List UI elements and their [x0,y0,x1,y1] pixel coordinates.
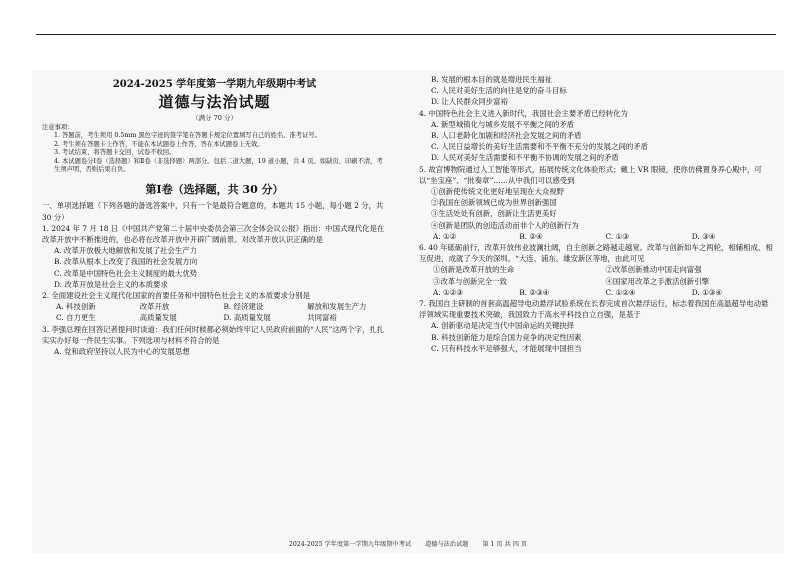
note-item: 3. 考试结束，将答题卡交回，试卷不收回。 [54,149,176,157]
statement: ④国家用改革之手激活创新引擎 [605,276,709,286]
question-4-stem: 4. 中国特色社会主义进入新时代，我国社会主要矛盾已经转化为 [419,108,628,118]
statement: ③改革与创新完全一致 [433,276,507,286]
section-title: 第Ⅰ卷（选择题，共 30 分） [145,183,284,197]
question-5-choices [419,231,774,242]
footer-title: 2024-2025 学年度第一学期九年级期中考试 [288,541,412,548]
page-footer [32,540,784,549]
subject-title: 道德与法治试题 [158,93,271,111]
statement: ④创新是团队的创造活动而非个人的创新行为 [431,220,579,230]
choice: A. ①② [433,231,457,241]
note-item: 1. 答题前，考生须用 0.5mm 黑色字迹的签字笔在答题卡规定位置填写自己的姓名、准考证号。 [54,132,321,140]
option-cell: A. 科技创新 [56,302,96,312]
option-cell: 解放和发展生产力 [307,302,367,312]
question-7-stem: 7. 我国自主研制的首套高温超导电动悬浮试验系统在长春完成首次悬浮运行，标志着我国在高温超导电动悬浮领域实现重要技术突破，我国致力于高水平科技自立自强，是基于 [419,299,769,320]
option: B. 科技创新能力是综合国力竞争的决定性因素 [431,332,582,342]
option: D. 人民对美好生活需要和不平衡不协调的发展之间的矛盾 [431,153,619,163]
option-cell: 改革开放 [139,302,170,312]
option: C. 人民对美好生活的向往是党的奋斗目标 [431,86,567,96]
top-divider [36,34,776,35]
option: A. 党和政府坚持以人民为中心的发展思想 [54,347,190,357]
choice: D. ①③④ [691,287,722,297]
option-cell: C. 自力更生 [56,313,96,323]
statement: ②我国在创新领域已成为世界创新强国 [431,198,557,208]
question-5-stem: 5. 故宫博物院通过人工智能等形式，拓展传统文化体验形式；戴上 VR 眼镜，使你仿佛置身养心殿中，可以“坐宝座”、“批奏章”……从中我们可以感受到 [419,164,762,185]
option-cell: 共同富裕 [307,313,337,323]
option: B. 人口老龄化加剧和经济社会发展之间的矛盾 [431,131,582,141]
option: A. 改革开放极大地解放和发展了社会生产力 [54,246,198,256]
note-item: 4. 本试题卷分Ⅰ卷（选择题）和Ⅱ卷（非选择题）两部分。包括二道大题，19 道小题，共 4 页。如缺页、印刷不清，考生须声明，否则后果自负。 [54,157,383,174]
option: C. 只有科技水平足够强大，才能展现中国担当 [431,343,582,353]
exam-title: 2024-2025 学年度第一学期九年级期中考试 [112,79,317,90]
question-6-statements [419,264,774,286]
question-2-stem: 2. 全面建设社会主义现代化国家的首要任务和中国特色社会主义的本质要求分别是 [42,291,311,301]
option: B. 改革从根本上改变了我国的社会发展方向 [54,257,198,267]
option: B. 发展的根本目的就是增进民生福祉 [431,75,552,84]
footer-subject: 道德与法治试题 [425,541,469,548]
option-cell: D. 高质量发展 [223,313,271,323]
choice: A. ①②③ [433,287,463,297]
question-1-stem: 1. 2024 年 7 月 18 日《中国共产党第二十届中央委员会第三次全体会议公报》指出：中国式现代化是在改革开放中不断推进的，也必将在改革开放中开辟广阔前景。对改革开放认识正确的是 [42,223,385,245]
notes-heading: 注意事项： [42,124,74,131]
question-6-stem: 6. 40 年砥砺前行，改革开放伟业波澜壮阔，自主创新之路越走越宽。改革与创新如车之两轮，相辅相成、相互促进，成就了今天的深圳。“大连、浦东、雄安新区等地，由此可见 [419,243,773,264]
footer-page-number: 第 1 页 共 四 页 [482,541,528,548]
statement: ②改革创新推动中国走向富强 [605,265,702,275]
option-cell: B. 经济建设 [223,302,264,312]
choice: C. ①③ [605,231,629,241]
option: C. 人民日益增长的美好生活需要和不平衡不充分的发展之间的矛盾 [431,142,649,152]
right-column [419,70,774,354]
score-note: （满分 70 分） [192,114,237,122]
statement: ③生活处处有创新，创新让生活更美好 [431,209,557,219]
option: A. 新型城镇化与城乡发展不平衡之间的矛盾 [431,119,575,129]
choice: B. ②④ [519,231,543,241]
choice: B. ②③④ [519,287,550,297]
option: A. 创新驱动是决定当代中国命运的关键抉择 [431,321,575,331]
note-item: 2. 考生须在答题卡上作答，不能在本试题卷上作答，答在本试题卷上无效。 [54,140,264,148]
section-instruction: 一、单项选择题（下列各题的备选答案中，只有一个是最符合题意的，本题共 15 小题，每小题 2 分，共 30 分） [42,201,384,222]
option: C. 改革是中国特色社会主义制度的最大优势 [54,268,198,278]
option: D. 改革开放是社会主义的本质要求 [54,279,168,289]
choice: C. ①②④ [605,287,636,297]
left-column [42,70,387,357]
question-6-choices [419,287,774,298]
exam-sheet [32,70,784,553]
option-cell: 高质量发展 [139,313,177,323]
choice: D. ③④ [691,231,716,241]
question-3-stem: 3. 李强总理在回答记者提问时谈道：我们任何时候都必须始终牢记人民政府前面的“人民”这两个字，扎扎实实办好每一件民生实事。下列选项与材料不符合的是 [42,324,385,345]
statement: ①创新是改革开放的生命 [433,265,515,275]
statement: ①创新使传统文化更好地呈现在大众视野 [431,187,565,197]
option: D. 让人民群众同步富裕 [431,97,508,107]
question-2-options [42,301,387,323]
